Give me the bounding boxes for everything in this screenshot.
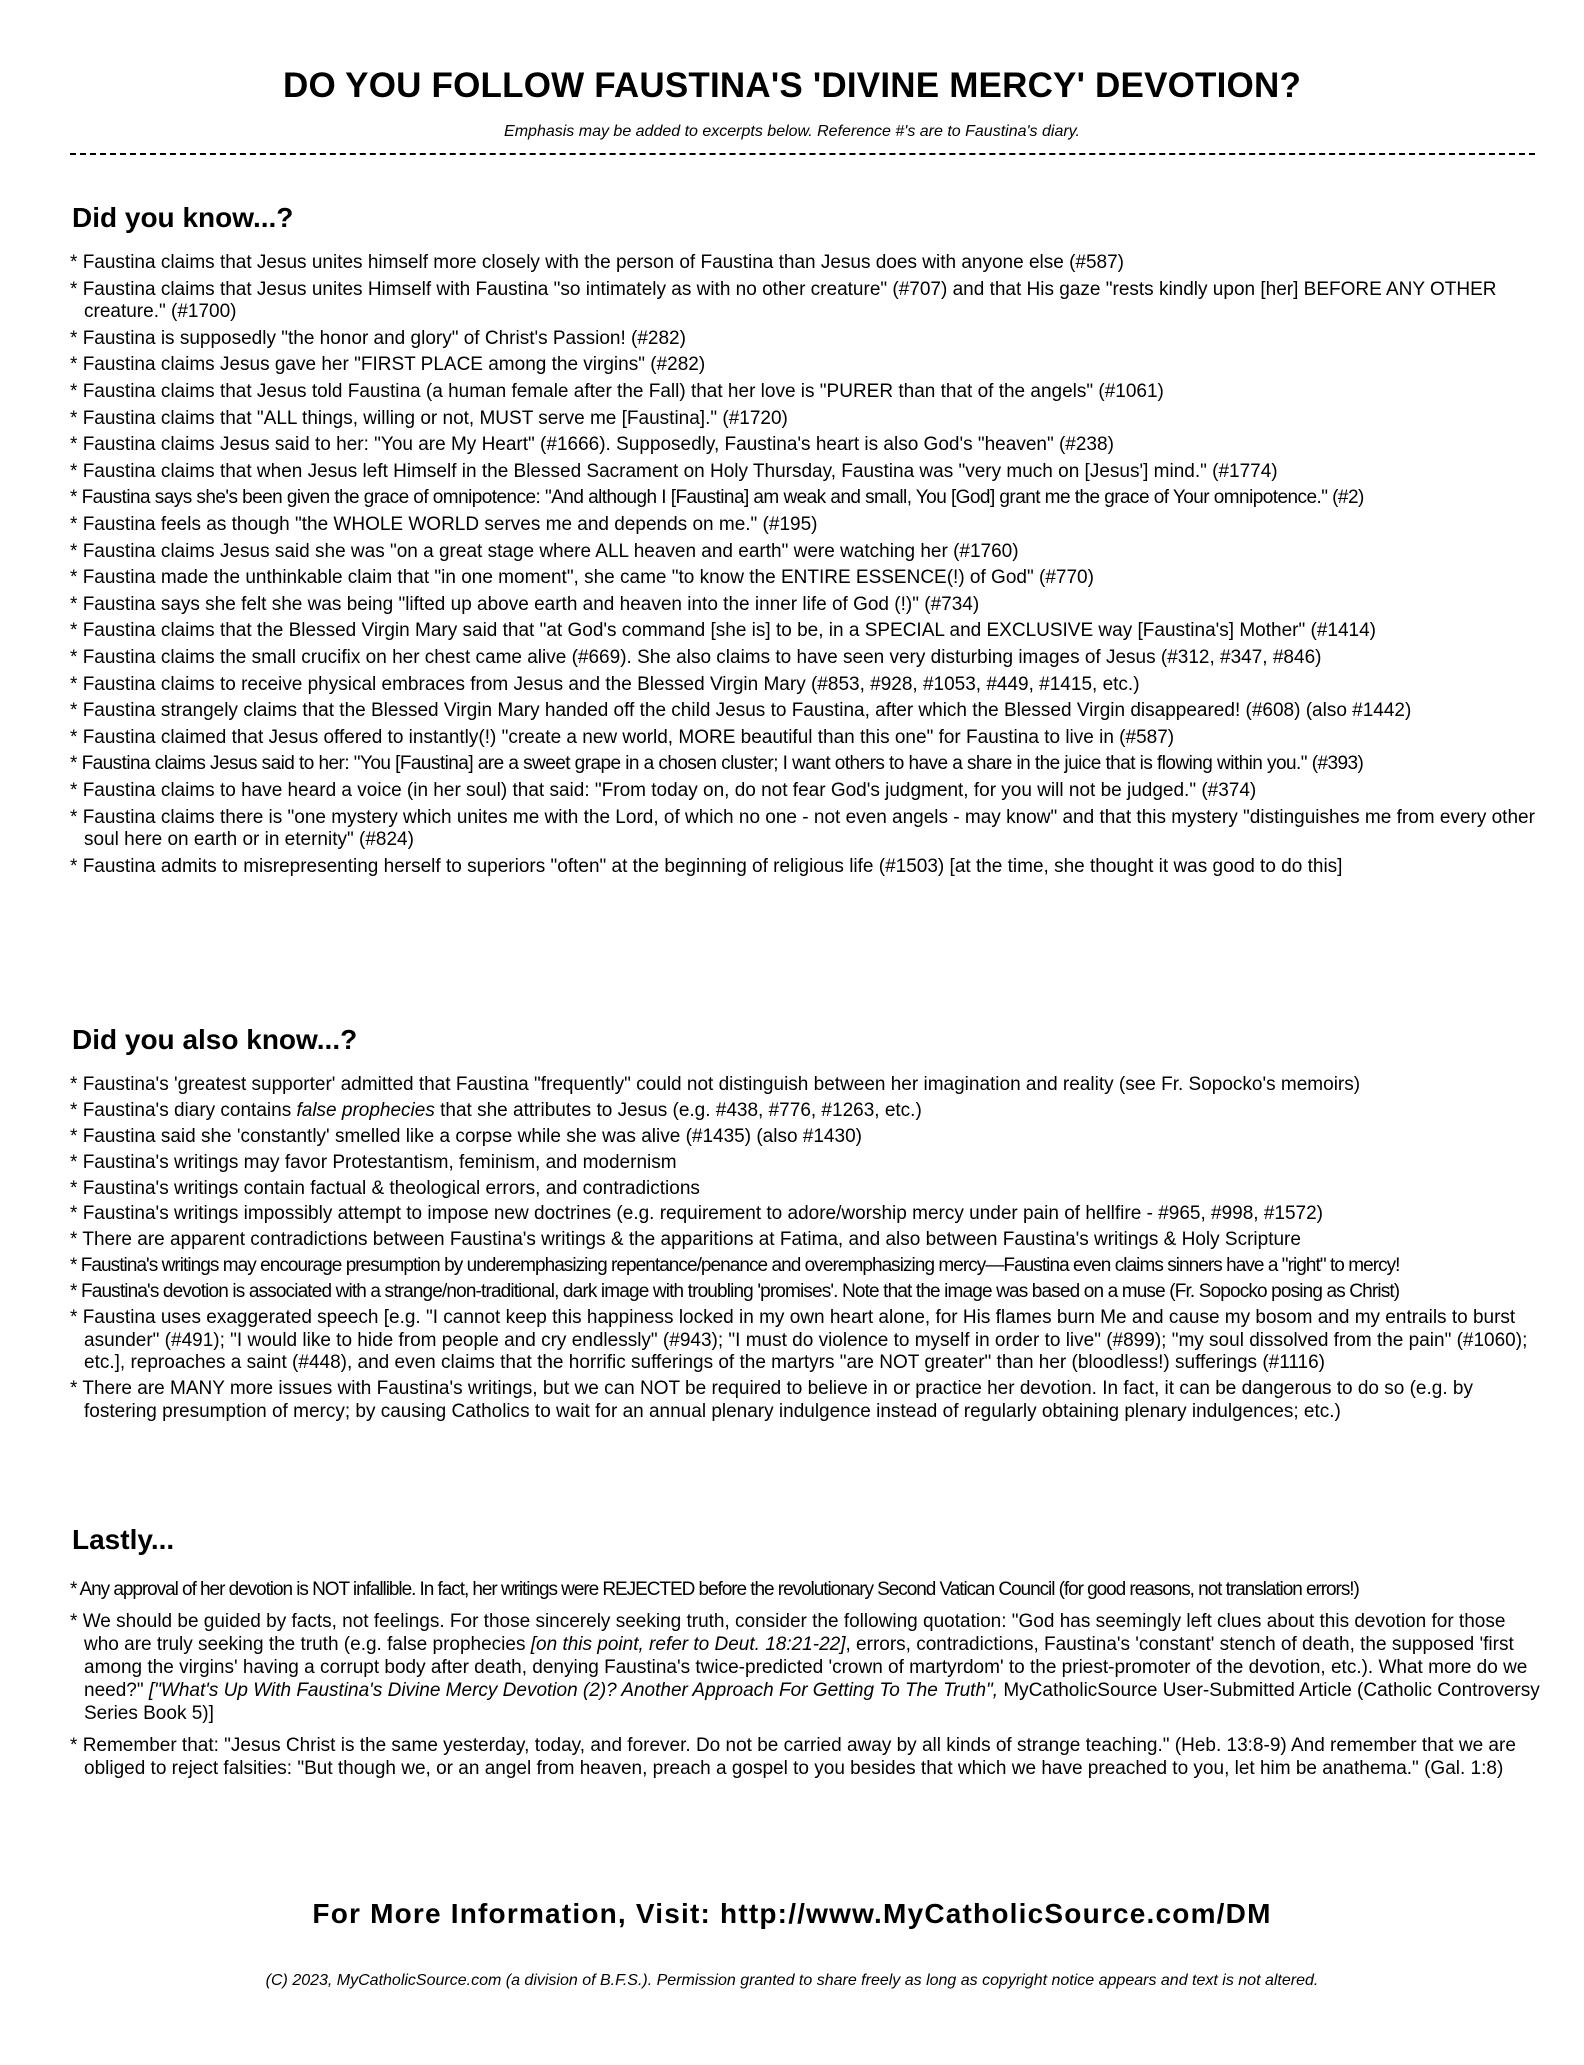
dashed-divider [70, 153, 1535, 155]
list-item: * Faustina admits to misrepresenting herself to superiors "often" at the beginning of religious life (#1503) [at the time, she thought it was good to do this] [70, 856, 1540, 879]
list-item: * Faustina claims Jesus said to her: "You [Faustina] are a sweet grape in a chosen cluster; I want others to have a share in the juice that is flowing within you." (#393) [70, 753, 1540, 776]
deut-reference-emphasis: [on this point, refer to Deut. 18:21-22] [530, 1634, 846, 1655]
list-item: * Faustina claims the small crucifix on her chest came alive (#669). She also claims to have seen very disturbing images of Jesus (#312, #347, #846) [70, 647, 1540, 670]
list-item: * Faustina claims there is "one mystery which unites me with the Lord, of which no one - not even angels - may know" and that this mystery "distinguishes me from every other soul here on earth or in eternity" (#824) [70, 807, 1540, 852]
list-item: * Faustina's writings may encourage presumption by underemphasizing repentance/penance and overemphasizing mercy—Faustina even claims sinners have a "right" to mercy! [70, 1255, 1540, 1278]
list-item: * Faustina uses exaggerated speech [e.g. "I cannot keep this happiness locked in my own heart alone, for His flames burn Me and cause my bosom and my entrails to burst asunder" (#491); "I would like to hide from people and cry endlessly" (#943); "I must do violence to myself in order to live" (#899); "my soul dissolved from the pain" (#1060); etc.], reproaches a saint (#448), and even claims that the horrific sufferings of the martyrs "are NOT greater" than her (bloodless!) sufferings (#1116) [70, 1307, 1540, 1375]
list-item: * Faustina's writings impossibly attempt to impose new doctrines (e.g. requirement to adore/worship mercy under pain of hellfire - #965, #998, #1572) [70, 1203, 1540, 1226]
section-heading-did-you-also-know: Did you also know...? [72, 1024, 358, 1055]
list-item: * Faustina claims that Jesus unites himself more closely with the person of Faustina than Jesus does with anyone else (#587) [70, 252, 1540, 275]
did-you-know-list [70, 252, 1540, 882]
copyright-notice: (C) 2023, MyCatholicSource.com (a division of B.F.S.). Permission granted to share freely as long as copyright notice appears and text is not altered. [265, 1972, 1319, 1989]
list-item: * Faustina claims Jesus said to her: "You are My Heart" (#1666). Supposedly, Faustina's heart is also God's "heaven" (#238) [70, 434, 1540, 457]
list-item: * Faustina said she 'constantly' smelled like a corpse while she was alive (#1435) (also #1430) [70, 1126, 1540, 1149]
list-item: * There are MANY more issues with Faustina's writings, but we can NOT be required to believe in or practice her devotion. In fact, it can be dangerous to do so (e.g. by fostering presumption of mercy; by causing Catholics to wait for an annual plenary indulgence instead of regularly obtaining plenary indulgences; etc.) [70, 1378, 1540, 1423]
list-item: * Faustina is supposedly "the honor and glory" of Christ's Passion! (#282) [70, 328, 1540, 351]
section-heading-did-you-know: Did you know...? [72, 202, 294, 233]
article-title-emphasis: ["What's Up With Faustina's Divine Mercy Devotion (2)? Another Approach For Getting To The Truth", [148, 1680, 999, 1701]
list-item: * Faustina claims to receive physical embraces from Jesus and the Blessed Virgin Mary (#853, #928, #1053, #449, #1415, etc.) [70, 674, 1540, 697]
quote-part-3: MyCatholicSource User-Submitted Article (Catholic Controversy Series Book 5)] [84, 1680, 1540, 1724]
list-item: * Faustina says she felt she was being "lifted up above earth and heaven into the inner life of God (!)" (#734) [70, 594, 1540, 617]
list-item [70, 1610, 1540, 1725]
lastly-list [70, 1578, 1540, 1789]
list-item [70, 1100, 1540, 1123]
list-item: * There are apparent contradictions between Faustina's writings & the apparitions at Fatima, and also between Faustina's writings & Holy Scripture [70, 1229, 1540, 1252]
false-prophecies-emphasis: false prophecies [296, 1099, 435, 1121]
list-item: * Faustina claimed that Jesus offered to instantly(!) "create a new world, MORE beautiful than this one" for Faustina to live in (#587) [70, 727, 1540, 750]
diary-text-after: that she attributes to Jesus (e.g. #438, #776, #1263, etc.) [434, 1099, 922, 1121]
list-item: * Faustina claims that Jesus unites Himself with Faustina "so intimately as with no other creature" (#707) and that His gaze "rests kindly upon [her] BEFORE ANY OTHER creature." (#1700) [70, 279, 1540, 324]
list-item: * Faustina claims Jesus gave her "FIRST PLACE among the virgins" (#282) [70, 354, 1540, 377]
quote-part-1: We should be guided by facts, not feelings. For those sincerely seeking truth, consider the following quotation: "God has seemingly left clues about this devotion for those who are truly seeking the truth (e.g. false prophecies [82, 1611, 1506, 1655]
page-subtitle: Emphasis may be added to excerpts below. Reference #'s are to Faustina's diary. [504, 123, 1080, 140]
page-title: DO YOU FOLLOW FAUSTINA'S 'DIVINE MERCY' DEVOTION? [282, 66, 1302, 105]
list-item: * Faustina claims that when Jesus left Himself in the Blessed Sacrament on Holy Thursday, Faustina was "very much on [Jesus'] mind." (#1774) [70, 461, 1540, 484]
list-item: * Faustina's 'greatest supporter' admitted that Faustina "frequently" could not distinguish between her imagination and reality (see Fr. Sopocko's memoirs) [70, 1074, 1540, 1097]
list-item: * Faustina strangely claims that the Blessed Virgin Mary handed off the child Jesus to Faustina, after which the Blessed Virgin disappeared! (#608) (also #1442) [70, 700, 1540, 723]
more-info-link-text: For More Information, Visit: http://www.MyCatholicSource.com/DM [312, 1898, 1272, 1929]
list-item: * Faustina feels as though "the WHOLE WORLD serves me and depends on me." (#195) [70, 514, 1540, 537]
list-item: * Faustina claims that the Blessed Virgin Mary said that "at God's command [she is] to be, in a SPECIAL and EXCLUSIVE way [Faustina's] Mother" (#1414) [70, 620, 1540, 643]
section-heading-lastly: Lastly... [72, 1524, 175, 1555]
list-item: * Any approval of her devotion is NOT infallible. In fact, her writings were REJECTED before the revolutionary Second Vatican Council (for good reasons, not translation errors!) [70, 1578, 1540, 1601]
list-item: * Faustina claims Jesus said she was "on a great stage where ALL heaven and earth" were watching her (#1760) [70, 541, 1540, 564]
list-item: * Faustina's writings may favor Protestantism, feminism, and modernism [70, 1152, 1540, 1175]
list-item: * Faustina claims that Jesus told Faustina (a human female after the Fall) that her love is "PURER than that of the angels" (#1061) [70, 381, 1540, 404]
list-item: * Faustina's devotion is associated with a strange/non-traditional, dark image with troubling 'promises'. Note that the image was based on a muse (Fr. Sopocko posing as Christ) [70, 1281, 1540, 1304]
list-item: * Remember that: "Jesus Christ is the same yesterday, today, and forever. Do not be carried away by all kinds of strange teaching." (Heb. 13:8-9) And remember that we are obliged to reject falsities: "But though we, or an angel from heaven, preach a gospel to you besides that which we have preached to you, let him be anathema." (Gal. 1:8) [70, 1734, 1540, 1780]
diary-text-before: Faustina's diary contains [82, 1099, 297, 1121]
list-item: * Faustina claims that "ALL things, willing or not, MUST serve me [Faustina]." (#1720) [70, 408, 1540, 431]
list-item: * Faustina made the unthinkable claim that "in one moment", she came "to know the ENTIRE ESSENCE(!) of God" (#770) [70, 567, 1540, 590]
list-item: * Faustina says she's been given the grace of omnipotence: "And although I [Faustina] am weak and small, You [God] grant me the grace of Your omnipotence." (#2) [70, 487, 1540, 510]
quote-part-2: , errors, contradictions, Faustina's 'constant' stench of death, the supposed 'first among the virgins' having a corrupt body after death, denying Faustina's twice-predicted 'crown of martyrdom' to the priest-promoter of the devotion, etc.). What more do we need?" [84, 1634, 1528, 1701]
did-you-also-know-list [70, 1074, 1540, 1427]
list-item: * Faustina's writings contain factual & theological errors, and contradictions [70, 1178, 1540, 1201]
list-item: * Faustina claims to have heard a voice (in her soul) that said: "From today on, do not fear God's judgment, for you will not be judged." (#374) [70, 780, 1540, 803]
